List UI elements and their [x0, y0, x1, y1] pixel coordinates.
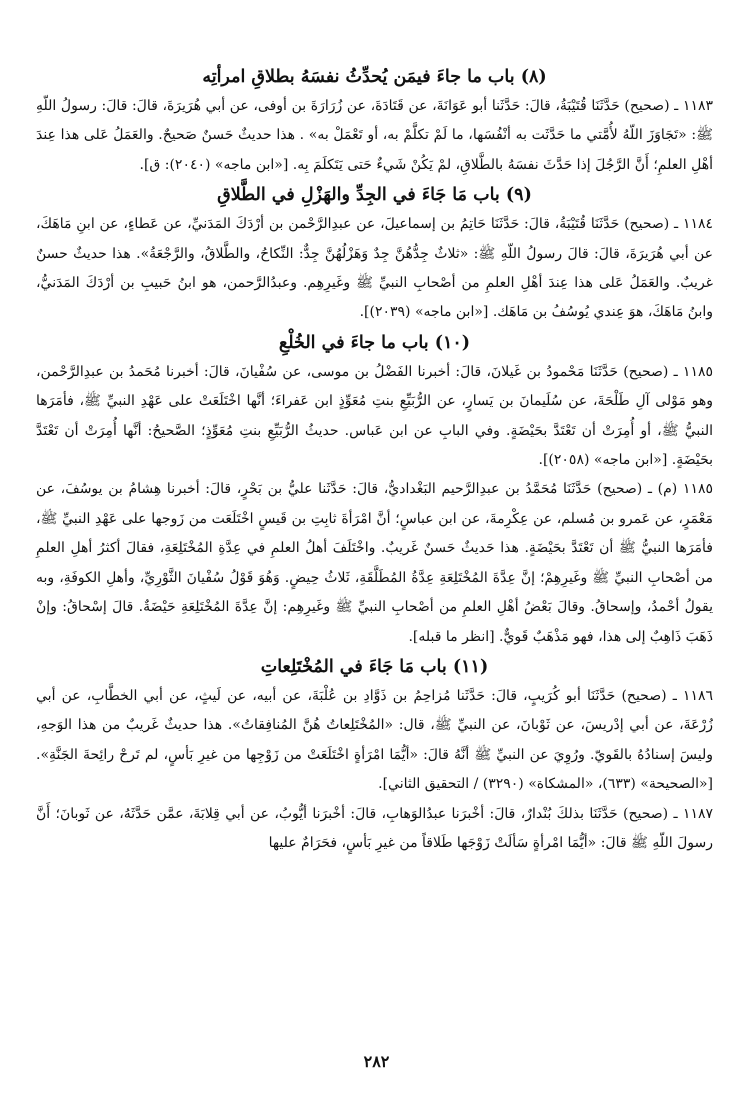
hadith-1185: ١١٨٥ ـ (صحيح) حَدَّثَنَا مَحْمودُ بن غَيلانَ، قالَ: أخبرنا الفَضْلُ بن موسى، عن سُفْيانَ، قالَ: أخبرنا مُحَمدُ بن عبدِالرَّحْمن، وهو مَوْلى آلِ طَلْحَةَ، عن سُلَيمانَ بن يَسارٍ، عن الرُّبَيِّعِ بنتِ مُعَوِّذٍ ابن عَفراءَ؛ أنَّها اخْتَلَعَتْ على عَهْدِ النبيِّ ﷺ، فأمَرَها النبيُّ ﷺ، أو أُمِرَتْ أن تَعْتَدَّ بحَيْضَةٍ. وفي البابِ عن ابن عَباس. حديثُ الرُّبَيِّعِ بنتِ مُعَوِّذٍ؛ الصَّحيحُ: أنَّها أُمِرَتْ أن تَعْتَدَّ بحَيْضَةٍ. [«ابن ماجه» (٢٠٥٨)]. [36, 363, 713, 469]
section-heading-11: (١١) باب مَا جَاءَ في المُخْتَلِعاتِ [260, 656, 489, 677]
hadith-1187: ١١٨٧ ـ (صحيح) حَدَّثَنَا بذلكَ بُنْدارٌ، قالَ: أخْبرَنا عبدُالوَهابِ، قالَ: أخْبرَنا أيُّوبُ، عن أبي قِلابَةَ، عمَّن حَدَّثَهُ، عن ثَوبانَ؛ أَنَّ رسولَ اللّهِ ﷺ قالَ: «أيُّمَا امْرأةٍ سَألَتْ زَوْجَها طَلاقاً من غيرِ بَأسٍ، فحَرَامٌ عليها [36, 805, 713, 851]
hadith-1183: ١١٨٣ ـ (صحيح) حَدَّثَنَا قُتَيْبَةُ، قالَ: حَدَّثَنا أبو عَوَانَةَ، عن قَتَادَةَ، عن زُرَارَةَ بن أوفى، عن أبي هُرَيرَةَ، قالَ: قالَ: رسولُ اللّهِ ﷺ: «تَجَاوَزَ اللّهُ لأُمَّتي ما حَدَّثَت به أنْفُسَها، ما لَمْ تكلَّمْ به، أو تَعْمَلْ به» . هذا حديثٌ حَسنٌ صَحيحٌ. والعَمَلُ عَلى هذا عِندَ أهْلِ العلمِ؛ أَنَّ الرَّجُلَ إذا حَدَّثَ نفسَهُ بالطَّلاقِ، لمْ يَكُنْ شَيءٌ حَتى يَتَكلَمَ بِه. [«ابن ماجه» (٢٠٤٠): ق]. [36, 98, 714, 173]
section-heading-9: (٩) باب مَا جَاءَ في الجِدِّ والهَزْلِ في الطَّلاقِ [217, 185, 532, 206]
hadith-1184: ١١٨٤ ـ (صحيح) حَدَّثَنَا قُتَيْبَةُ، قالَ: حَدَّثَنَا حَاتِمُ بن إسماعيلَ، عن عبدِالرَّحْمن بن أرْدَكَ المَدَنيِّ، عن عَطاءٍ، عن ابنِ مَاهَكَ، عن أبي هُرَيرَةَ، قالَ: قالَ رسولُ اللّهِ ﷺ: «ثلاثٌ جِدُّهُنَّ جِدٌ وَهَزْلُهُنَّ جِدٌّ: النِّكاحُ، والطَّلاقُ، والرَّجْعَةُ». هذا حديثٌ حسنٌ غريبٌ. والعَمَلُ عَلى هذا عِندَ أهْلِ العلمِ من أصْحابِ النبيِّ ﷺ وغَيرِهِم. وعبدُالرَّحمن، هو ابنُ حَبيبِ بن أرْدَكَ المَدَنيُّ، وابنُ مَاهَكَ، هوَ عِندي يُوسُفُ بن مَاهَك. [«ابن ماجه» (٢٠٣٩)]. [36, 216, 713, 321]
page-number: ٢٨٢ [363, 1052, 390, 1071]
section-heading-8: (٨) باب ما جاءَ فيمَن يُحدِّثُ نفسَهُ بطلاقِ امرأتِه [202, 67, 547, 87]
hadith-1185-m: ١١٨٥ (م) ـ (صحيح) حَدَّثَنَا مُحَمَّدُ بن عبدِالرَّحيم البَغْداديُّ، قالَ: حَدَّثَنا عليُّ بن بَحْرٍ، قالَ: أخبرنا هِشامُ بن يوسُفَ، عن مَعْمَرٍ، عن عَمرو بن مُسلم، عن عِكْرِمةَ، عن ابن عباسٍ؛ أنَّ امْرَأةَ ثابِتِ بن قَيسٍ اخْتَلَعَت من زَوجها على عَهْدِ النبيِّ ﷺ، فأمَرَها النبيُّ ﷺ أن تَعْتَدَّ بحَيْضَةٍ. هذا حَديثٌ حَسنٌ غَريبٌ. واخْتَلَفَ أهلُ العلمِ في عِدَّةِ المُخْتَلِعَةِ، فقالَ أكثرُ أهلِ العلمِ من أصْحابِ النبيِّ ﷺ وغَيرِهِمْ؛ إنَّ عِدَّةَ المُخْتَلِعَةِ عِدَّةُ المُطَلَّقَةِ، ثَلاثُ حِيضٍ. وَهُوَ قَوْلُ سُفْيانَ الثَّوْرِيِّ، وأهلِ الكوفَةِ، وبه يقولُ أحْمدُ، وإسحاقُ. وقالَ بَعْضُ أهْلِ العلمِ من أصْحابِ النبيِّ ﷺ وغَيرِهِم: إنَّ عِدَّةَ المُخْتَلِعَةِ حَيْضَةٌ. قالَ إسْحاقُ: وإنْ ذَهَبَ ذَاهِبٌ إلى هذا، فهو مَذْهَبٌ قَويٌّ. [انظر ما قبله]. [36, 481, 714, 645]
hadith-1186: ١١٨٦ ـ (صحيح) حَدَّثَنَا أبو كُرَيبٍ، قالَ: حَدَّثَنا مُزاحِمُ بن ذَوَّادِ بن عُلْبَةَ، عن أبيه، عن لَيثٍ، عن أبي الخطَّابِ، عن أبي زُرْعَةَ، عن أبي إدْريسَ، عن ثَوْبانَ، عن النبيِّ ﷺ، قال: «المُخْتَلِعاتُ هُنَّ المُنافِقاتُ». هذا حديثٌ غَريبٌ من هذا الوَجهِ، وليسَ إسنادُهُ بالقَويّ. ورُوِيَ عن النبيِّ ﷺ أنَّهُ قالَ: «أيُّمَا امْرَأةٍ اخْتَلَعَتْ من زَوْجِها من غيرِ بَأسٍ، لم تَرحْ رائِحةَ الجَنَّةِ». [«الصحيحة» (٦٣٣)، «المشكاة» (٣٢٩٠) / التحقيق الثاني]. [36, 687, 713, 793]
section-heading-10: (١٠) باب ما جاءَ في الخُلْعِ [278, 332, 471, 353]
